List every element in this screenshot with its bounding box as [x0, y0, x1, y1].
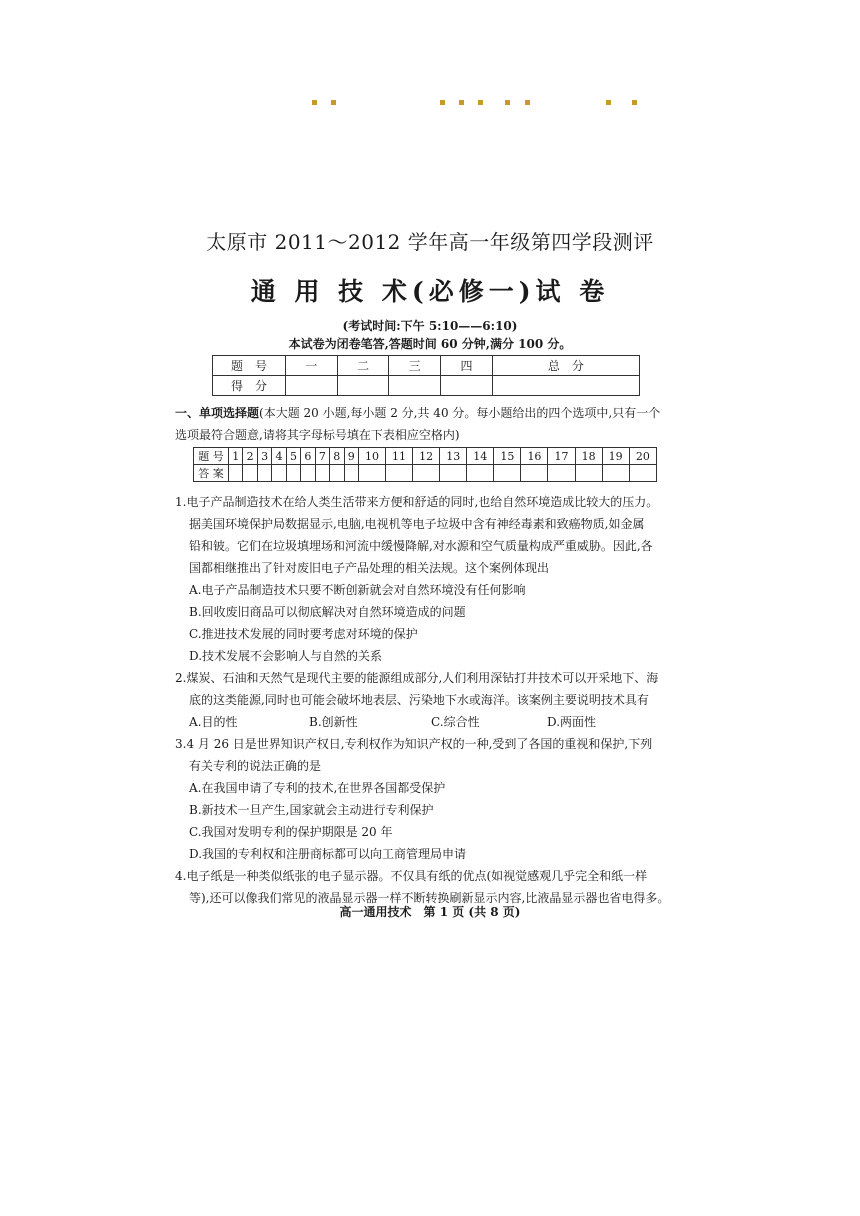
score-cell[interactable]	[492, 376, 639, 396]
scan-mark	[331, 100, 336, 105]
score-header-cell: 题 号	[213, 356, 286, 376]
answer-cell[interactable]	[243, 465, 257, 482]
question-number-cell: 1	[229, 448, 243, 465]
score-header-cell: 二	[337, 356, 389, 376]
question-number-cell: 19	[602, 448, 629, 465]
answer-cell[interactable]	[344, 465, 358, 482]
question-number-cell: 20	[629, 448, 656, 465]
scan-mark	[606, 100, 611, 105]
option: D.两面性	[547, 715, 597, 729]
score-header-cell: 三	[389, 356, 441, 376]
answer-cell[interactable]	[229, 465, 243, 482]
question-text-line: 3.4 月 26 日是世界知识产权日,专利权作为知识产权的一种,受到了各国的重视和保护,下列	[175, 737, 653, 751]
score-header-cell: 一	[286, 356, 338, 376]
section1-heading: 一、单项选择题	[175, 406, 260, 420]
answer-cell[interactable]	[330, 465, 344, 482]
question-number-cell: 6	[301, 448, 315, 465]
score-table	[212, 355, 640, 396]
scan-mark	[505, 100, 510, 105]
question-text-line: 2.煤炭、石油和天然气是现代主要的能源组成部分,人们利用深钻打井技术可以开采地下、海	[175, 671, 659, 685]
exam-rules-note: 本试卷为闭卷笔答,答题时间 60 分钟,满分 100 分。	[288, 337, 572, 351]
answer-cell[interactable]	[521, 465, 548, 482]
question-number-cell: 10	[358, 448, 385, 465]
question-number-cell: 17	[548, 448, 575, 465]
answer-cell[interactable]	[440, 465, 467, 482]
score-cell[interactable]	[441, 376, 493, 396]
question-number-cell: 15	[494, 448, 521, 465]
answer-cell[interactable]	[257, 465, 271, 482]
answer-table-number-row	[194, 448, 657, 465]
answer-cell[interactable]	[602, 465, 629, 482]
score-cell[interactable]	[286, 376, 338, 396]
answer-row-label: 题 号	[194, 448, 229, 465]
question-text-line: 铅和铍。它们在垃圾填埋场和河流中缓慢降解,对水源和空气质量构成严重威胁。因此,各	[189, 539, 653, 553]
question-number-cell: 7	[315, 448, 329, 465]
question-text-line: 有关专利的说法正确的是	[189, 759, 322, 773]
question-number-cell: 12	[413, 448, 440, 465]
question-number-cell: 3	[257, 448, 271, 465]
score-cell[interactable]	[337, 376, 389, 396]
scan-marks	[0, 100, 860, 108]
section1-instructions	[175, 402, 665, 446]
option: C.综合性	[431, 715, 480, 729]
question-number-cell: 2	[243, 448, 257, 465]
question-text-line: 4.电子纸是一种类似纸张的电子显示器。不仅具有纸的优点(如视觉感观几乎完全和纸一样	[175, 869, 648, 883]
question-number-cell: 9	[344, 448, 358, 465]
question-number-cell: 4	[272, 448, 286, 465]
question-number-cell: 13	[440, 448, 467, 465]
question-number-cell: 5	[286, 448, 300, 465]
exam-time-note: (考试时间:下午 5:10——6:10)	[342, 319, 518, 333]
option: D.技术发展不会影响人与自然的关系	[189, 649, 383, 663]
option: B.创新性	[309, 715, 358, 729]
answer-cell[interactable]	[494, 465, 521, 482]
scan-mark	[478, 100, 483, 105]
question-number-cell: 11	[386, 448, 413, 465]
question-text-line: 据美国环境保护局数据显示,电脑,电视机等电子垃圾中含有神经毒素和致癌物质,如金属	[189, 517, 645, 531]
question-text-line: 1.电子产品制造技术在给人类生活带来方便和舒适的同时,也给自然环境造成比较大的压力。	[175, 495, 659, 509]
scan-mark	[312, 100, 317, 105]
answer-row-label: 答 案	[194, 465, 229, 482]
option: A.目的性	[189, 715, 238, 729]
question-number-cell: 18	[575, 448, 602, 465]
answer-cell[interactable]	[286, 465, 300, 482]
question-number-cell: 8	[330, 448, 344, 465]
option: A.电子产品制造技术只要不断创新就会对自然环境没有任何影响	[189, 583, 526, 597]
question-text-line: 国都相继推出了针对废旧电子产品处理的相关法规。这个案例体现出	[189, 561, 550, 575]
scan-mark	[459, 100, 464, 105]
answer-table-answer-row	[194, 465, 657, 482]
answer-cell[interactable]	[272, 465, 286, 482]
scan-mark	[525, 100, 530, 105]
option: C.我国对发明专利的保护期限是 20 年	[189, 825, 393, 839]
answer-cell[interactable]	[315, 465, 329, 482]
scan-mark	[440, 100, 445, 105]
section1-text: (本大题 20 小题,每小题 2 分,共 40 分。每小题给出的四个选项中,只有一个选项最符合题意,请将其字母标号填在下表相应空格内)	[175, 406, 661, 442]
score-table-header-row	[213, 356, 640, 376]
score-header-cell: 四	[441, 356, 493, 376]
option: B.回收废旧商品可以彻底解决对自然环境造成的问题	[189, 605, 466, 619]
score-row-label: 得 分	[213, 376, 286, 396]
answer-cell[interactable]	[548, 465, 575, 482]
answer-cell[interactable]	[575, 465, 602, 482]
option: A.在我国申请了专利的技术,在世界各国都受保护	[189, 781, 446, 795]
page-footer: 高一通用技术 第 1 页 (共 8 页)	[339, 905, 521, 919]
exam-title: 太原市 2011～2012 学年高一年级第四学段测评	[206, 230, 654, 254]
option-row	[175, 711, 675, 733]
questions	[175, 491, 675, 909]
answer-cell[interactable]	[358, 465, 385, 482]
scan-mark	[632, 100, 637, 105]
score-cell[interactable]	[389, 376, 441, 396]
question-number-cell: 16	[521, 448, 548, 465]
subject-title: 通 用 技 术(必修一)试 卷	[250, 277, 610, 306]
answer-cell[interactable]	[467, 465, 494, 482]
option: D.我国的专利权和注册商标都可以向工商管理局申请	[189, 847, 467, 861]
question-text-line: 底的这类能源,同时也可能会破坏地表层、污染地下水或海洋。该案例主要说明技术具有	[189, 693, 649, 707]
option: B.新技术一旦产生,国家就会主动进行专利保护	[189, 803, 434, 817]
answer-table	[193, 447, 657, 482]
answer-cell[interactable]	[413, 465, 440, 482]
answer-cell[interactable]	[386, 465, 413, 482]
score-header-cell: 总 分	[492, 356, 639, 376]
question-number-cell: 14	[467, 448, 494, 465]
answer-cell[interactable]	[629, 465, 656, 482]
option: C.推进技术发展的同时要考虑对环境的保护	[189, 627, 418, 641]
score-table-score-row	[213, 376, 640, 396]
question-text-line: 等),还可以像我们常见的液晶显示器一样不断转换刷新显示内容,比液晶显示器也省电得多。	[189, 891, 670, 905]
answer-cell[interactable]	[301, 465, 315, 482]
